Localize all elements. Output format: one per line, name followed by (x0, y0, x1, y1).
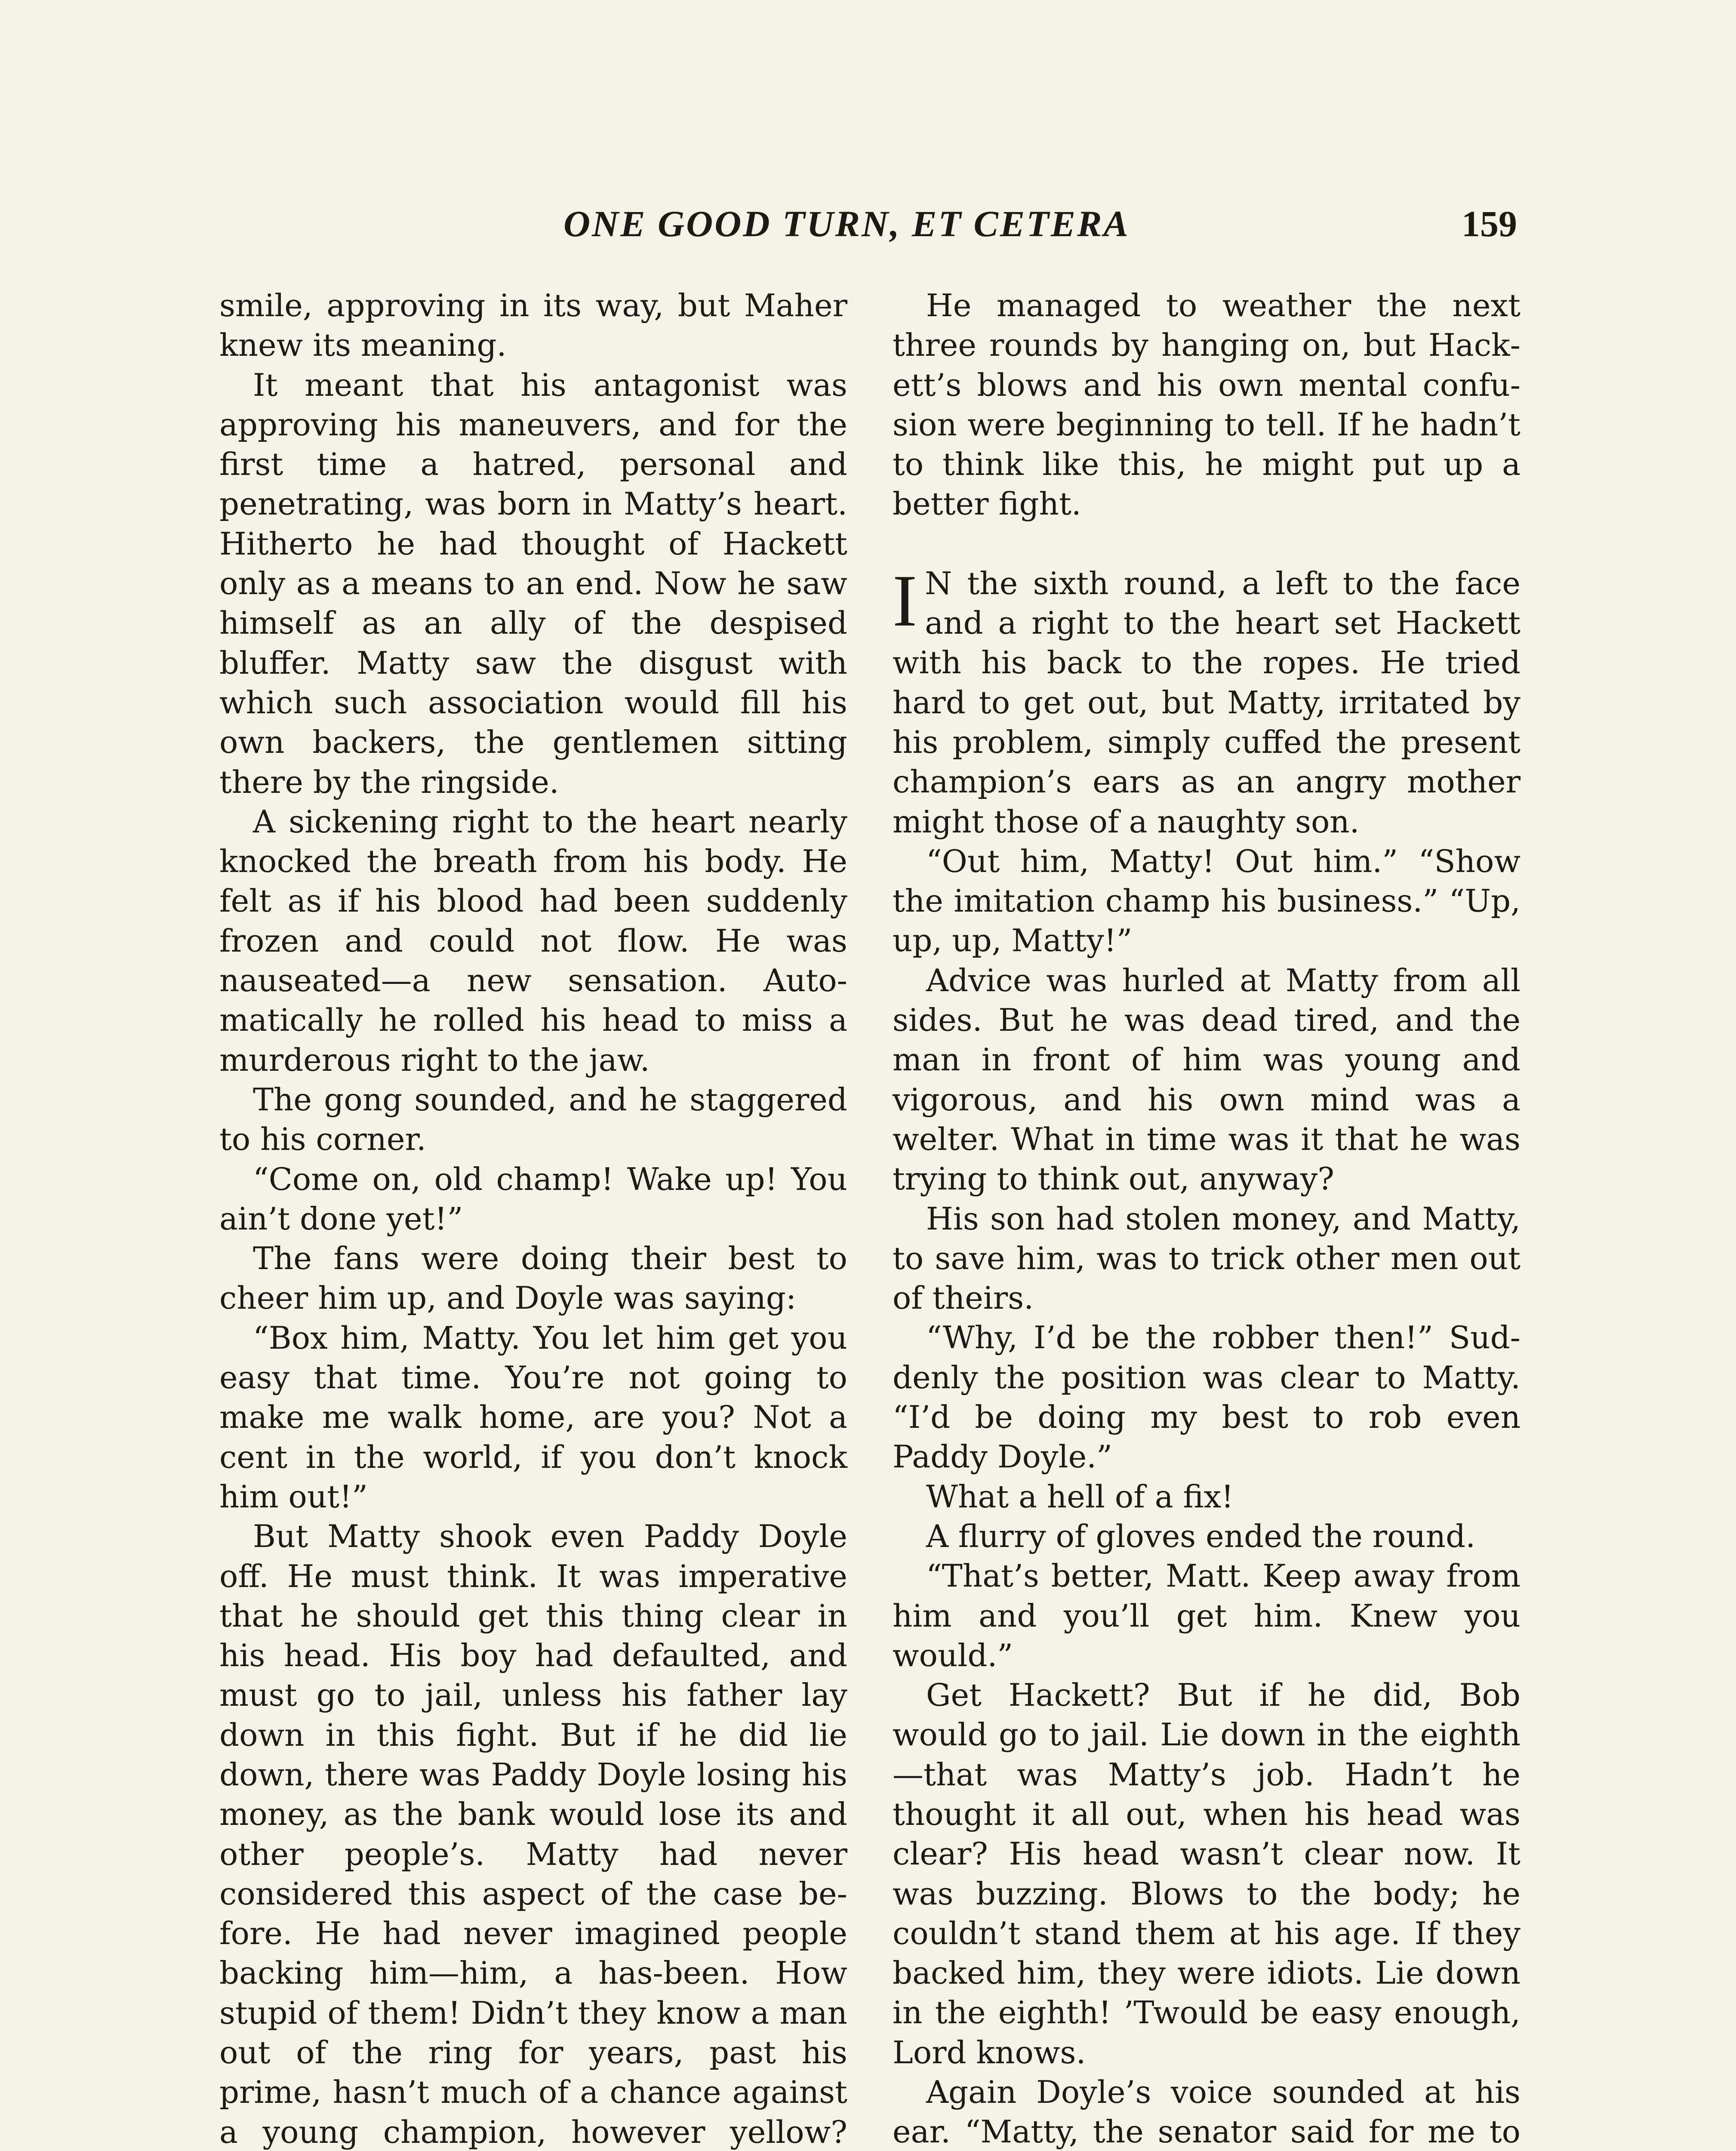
paragraph: What a hell of a fix! (926, 1478, 1234, 1515)
paragraph: He managed to weather the next three rounds by hanging on, but Hackett’s blows and his own mental confusion were beginning to tell. If he hadn’t to think like this, he might put up a better fight. (893, 287, 1521, 522)
paragraph: But Matty shook even Paddy Doyle off. He must think. It was imperative that he should get this thing clear in his head. His boy had defaulted, and must go to jail, unless his father lay down in this fight. But if he did lie down, there was Paddy Doyle losing his money, as the bank would lose its and other people’s. Matty had never considered this aspect of the case before. He had never imagined people backing him—him, a has-been. How stupid of them! Didn’t they know a man out of the ring for years, past his prime, hasn’t much of a chance against a young champion, however yellow? (219, 1518, 847, 2150)
section-start-paragraph (893, 560, 1521, 841)
paragraph: smile, approving in its way, but Maher knew its meaning. (219, 287, 847, 364)
paragraph: “Come on, old champ! Wake up! You ain’t done yet!” (219, 1161, 847, 1237)
paragraph: “Box him, Matty. You let him get you easy that time. You’re not going to make me walk home, are you? Not a cent in the world, if you don’t knock him out!” (219, 1319, 847, 1515)
paragraph: “Out him, Matty! Out him.” “Show the imitation champ his business.” “Up, up, up, Matty!” (893, 843, 1521, 959)
paragraph: The fans were doing their best to cheer him up, and Doyle was saying: (219, 1240, 847, 1316)
paragraph: His son had stolen money, and Matty, to save him, was to trick other men out of theirs. (893, 1200, 1521, 1316)
paragraph: Advice was hurled at Matty from all sides. But he was dead tired, and the man in front of him was young and vigorous, and his own mind was a welter. What in time was it that he was trying to think out, anyway? (893, 962, 1521, 1197)
paragraph: A flurry of gloves ended the round. (926, 1518, 1476, 1554)
left-column (219, 286, 847, 2151)
paragraph: It meant that his antagonist was approving his maneuvers, and for the first time a hatred, personal and penetrating, was born in Matty’s heart. Hitherto he had thought of Hackett only as a means to an end. Now he saw himself as an ally of the despised bluffer. Matty saw the disgust with which such association would fill his own backers, the gentlemen sitting there by the ringside. (219, 367, 847, 800)
running-header-title: ONE GOOD TURN, ET CETERA (563, 203, 1130, 244)
right-column (893, 286, 1521, 2151)
paragraph: The gong sounded, and he staggered to his corner. (219, 1081, 847, 1158)
paragraph: Again Doyle’s voice sounded at his ear. “Matty, the senator said for me to (893, 2074, 1521, 2150)
paragraph: Get Hackett? But if he did, Bob would go to jail. Lie down in the eighth—that was Matty’s job. Hadn’t he thought it all out, when his head was clear? His head wasn’t clear now. It was buzzing. Blows to the body; he couldn’t stand them at his age. If they backed him, they were idiots. Lie down in the eighth! ’Twould be easy enough, Lord knows. (893, 1677, 1521, 2071)
page-number: 159 (1462, 203, 1517, 244)
section-start-text: N the sixth round, a left to the face and a right to the heart set Hackett with his back to the ropes. He tried hard to get out, but Matty, irritated by his problem, simply cuffed the present champion’s ears as an angry mother might those of a naughty son. (893, 565, 1521, 840)
paragraph: “Why, I’d be the robber then!” Suddenly the position was clear to Matty. “I’d be doing my best to rob even Paddy Doyle.” (893, 1319, 1521, 1475)
paragraph: A sickening right to the heart nearly knocked the breath from his body. He felt as if his blood had been suddenly frozen and could not flow. He was nauseated—a new sensation. Automatically he rolled his head to miss a murderous right to the jaw. (219, 803, 847, 1078)
paragraph: “That’s better, Matt. Keep away from him and you’ll get him. Knew you would.” (893, 1558, 1521, 1673)
drop-cap: I (893, 560, 917, 642)
